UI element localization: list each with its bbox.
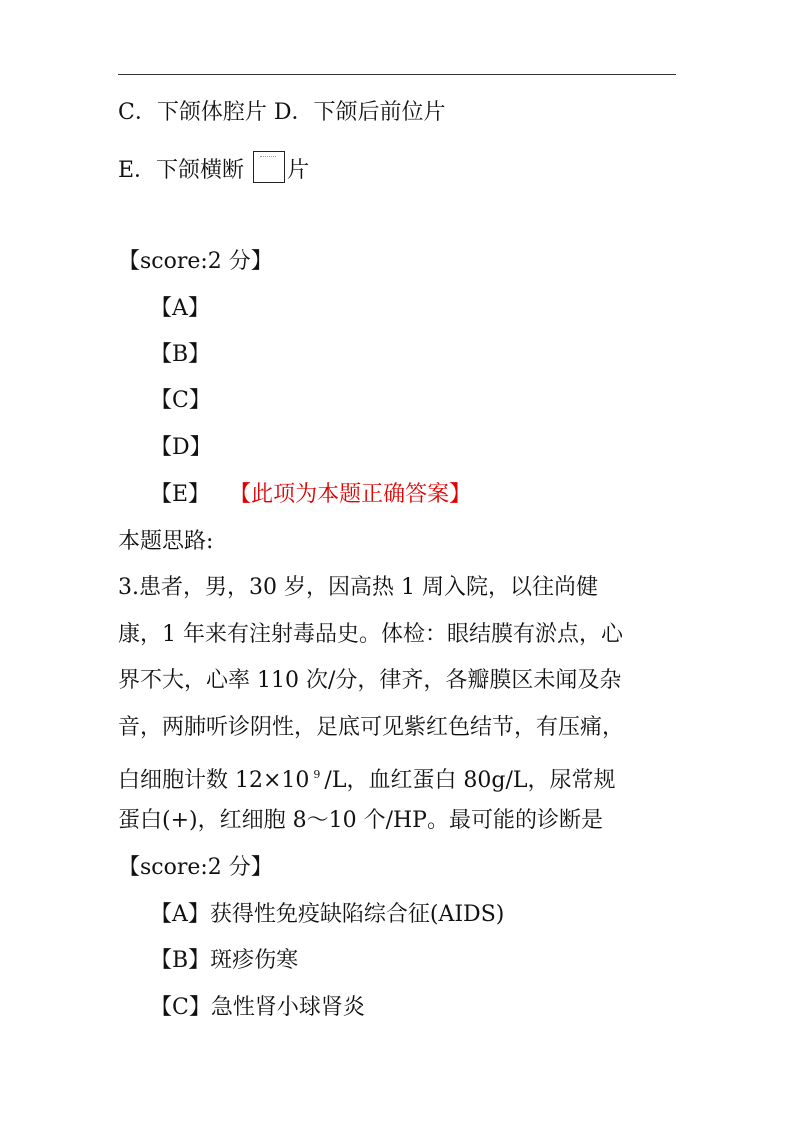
- q3-score: 【score:2 分】: [118, 855, 273, 880]
- option-line-c-d: C．下颌体腔片 D．下颌后前位片: [118, 100, 446, 125]
- correct-answer-note: 【此项为本题正确答案】: [240, 482, 472, 507]
- q2-option-d[interactable]: 【D】: [150, 435, 212, 460]
- q3-line-6: 蛋白(+)，红细胞 8～10 个/HP。最可能的诊断是: [118, 808, 603, 833]
- q3-line-5: [118, 760, 616, 796]
- q3-option-a[interactable]: 【A】获得性免疫缺陷综合征(AIDS): [150, 902, 505, 927]
- q3-exponent: 9: [313, 768, 321, 781]
- q3-line-4: 音，两肺听诊阴性，足底可见紫红色结节，有压痛，: [118, 715, 625, 740]
- header-rule: [118, 74, 676, 75]
- option-e-text: E．下颌横断: [118, 158, 245, 183]
- image-placeholder-icon: [253, 151, 285, 183]
- option-e-suffix: 片: [287, 158, 310, 183]
- q2-option-b[interactable]: 【B】: [150, 342, 211, 367]
- q3-line-5-a: 白细胞计数 12×10: [118, 768, 310, 793]
- q3-option-b[interactable]: 【B】斑疹伤寒: [150, 948, 299, 973]
- q2-option-c[interactable]: 【C】: [150, 388, 211, 413]
- q2-option-e-label: 【E】: [150, 482, 211, 507]
- q2-option-a[interactable]: 【A】: [150, 296, 210, 321]
- q3-option-c[interactable]: 【C】急性肾小球肾炎: [150, 995, 365, 1020]
- q2-option-e[interactable]: [150, 480, 471, 510]
- analysis-label: 本题思路:: [118, 529, 214, 554]
- q3-line-1: 3.患者，男，30 岁，因高热 1 周入院，以往尚健: [118, 575, 598, 600]
- q3-line-3: 界不大，心率 110 次/分，律齐，各瓣膜区未闻及杂: [118, 668, 622, 693]
- option-line-e: [118, 151, 309, 186]
- q2-score: 【score:2 分】: [118, 249, 273, 274]
- q3-line-5-b: /L，血红蛋白 80g/L，尿常规: [324, 768, 616, 793]
- q3-line-2: 康，1 年来有注射毒品史。体检：眼结膜有淤点，心: [118, 622, 623, 647]
